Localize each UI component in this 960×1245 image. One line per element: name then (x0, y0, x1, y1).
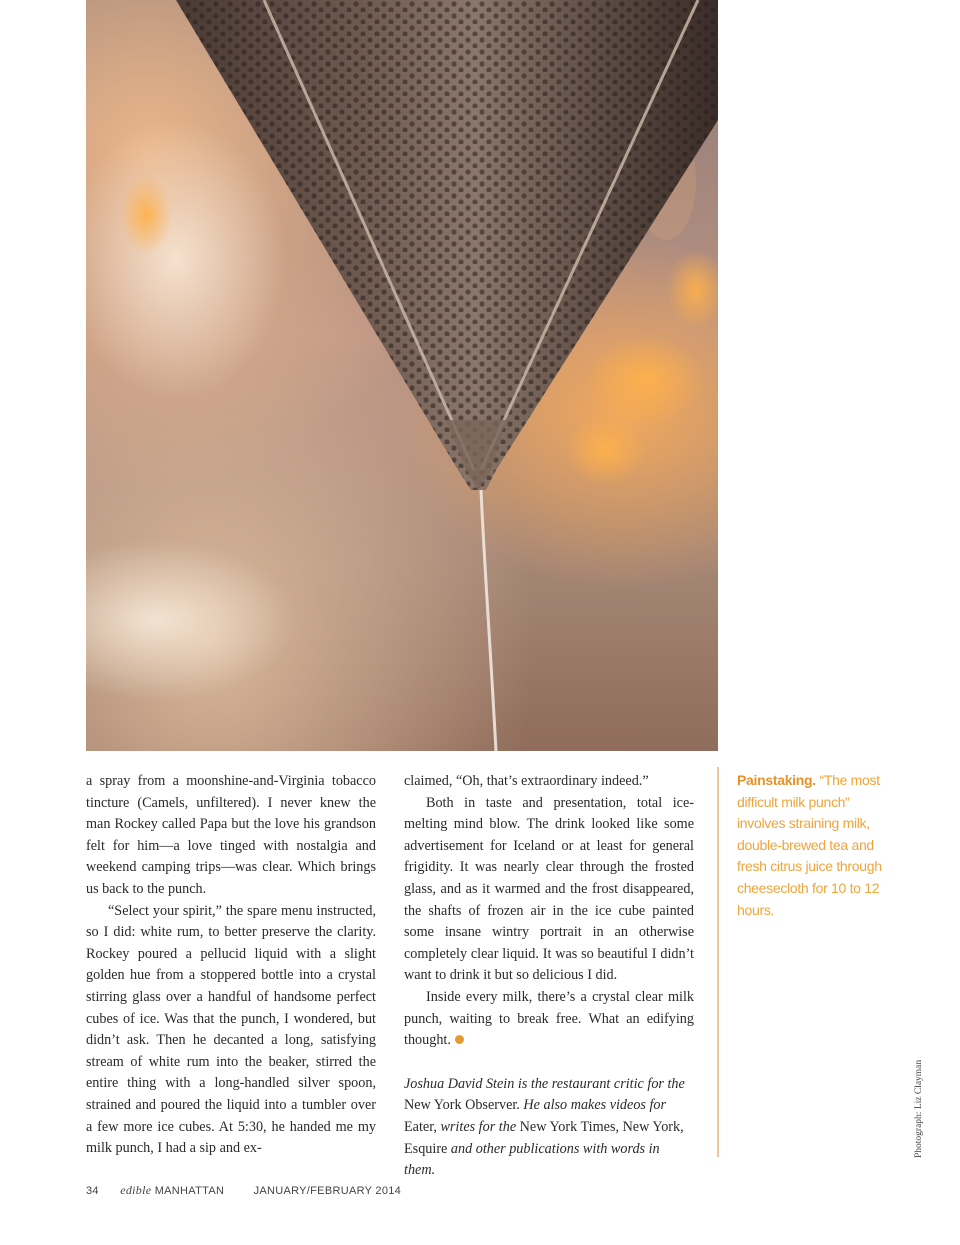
strainer-illustration (86, 0, 718, 751)
author-bio (404, 1074, 694, 1182)
body-paragraph: Both in taste and presentation, total ice-melting mind blow. The drink looked like some advertisement for Iceland or at least for general frigidity. It was nearly clear through the frosted glass, and as it warmed and the frost disappeared, the shafts of frozen air in the ice cube painted some insane wintry portrait in an otherwise completely clear liquid. It was so beautiful I didn’t want to drink it but so delicious I did. (404, 794, 694, 984)
sidebar-divider (717, 767, 719, 1157)
page-footer (86, 1183, 401, 1198)
magazine-brand-edible: edible (120, 1183, 152, 1197)
magazine-brand-place: MANHATTAN (154, 1185, 225, 1197)
article-column-1 (86, 771, 376, 1160)
bio-italic: writes for the (440, 1118, 517, 1135)
body-paragraph: “Select your spirit,” the spare menu instructed, so I did: white rum, to better preserve the clarity. Rockey poured a pellucid liquid with a slight golden hue from a stoppered bottle into a crystal stirring glass over a handful of handsome perfect cubes of ice. Was that the punch, I wondered, but didn’t ask. Then he decanted a long, satisfying stream of white rum into the beaker, stirred the entire thing with a long-handled silver spoon, strained and poured the liquid into a tumbler over a few more ice cubes. At 5:30, he handed me my milk punch, I had a sip and ex- (86, 902, 376, 1157)
hero-photo (86, 0, 718, 751)
end-mark-icon (455, 1035, 464, 1044)
article-column-2 (404, 771, 694, 1182)
body-paragraph-final (404, 987, 694, 1052)
body-paragraph: claimed, “Oh, that’s extraordinary indeed.” (404, 773, 649, 789)
page-number: 34 (86, 1185, 99, 1197)
bio-italic: Joshua David Stein is the restaurant critic for the (404, 1075, 685, 1092)
bio-roman: New York Observer. (404, 1097, 520, 1114)
bio-roman: Eater, (404, 1118, 437, 1135)
bio-roman: New York Times, New York, Esquire (404, 1118, 684, 1157)
body-paragraph: a spray from a moonshine-and-Virginia tobacco tincture (Camels, unfiltered). I never knew the man Rockey called Papa but the love his grandson felt for him—a love tinged with nostalgia and weekend camping trips—was clear. Which brings us back to the punch. (86, 773, 376, 897)
caption-lead: Painstaking. (737, 772, 816, 788)
photo-credit: Photograph: Liz Clayman (914, 1059, 924, 1158)
bio-italic: He also makes videos for (523, 1097, 667, 1114)
caption-text: “The most difficult milk punch” involves straining milk, double-brewed tea and fresh citrus juice through cheesecloth for 10 to 12 hours. (737, 772, 882, 918)
bio-italic: and other publications with words in them. (404, 1140, 660, 1179)
final-paragraph-text: Inside every milk, there’s a crystal clear milk punch, waiting to break free. What an edifying thought. (404, 988, 694, 1049)
photo-caption (737, 770, 887, 921)
issue-date: JANUARY/FEBRUARY 2014 (253, 1185, 402, 1197)
